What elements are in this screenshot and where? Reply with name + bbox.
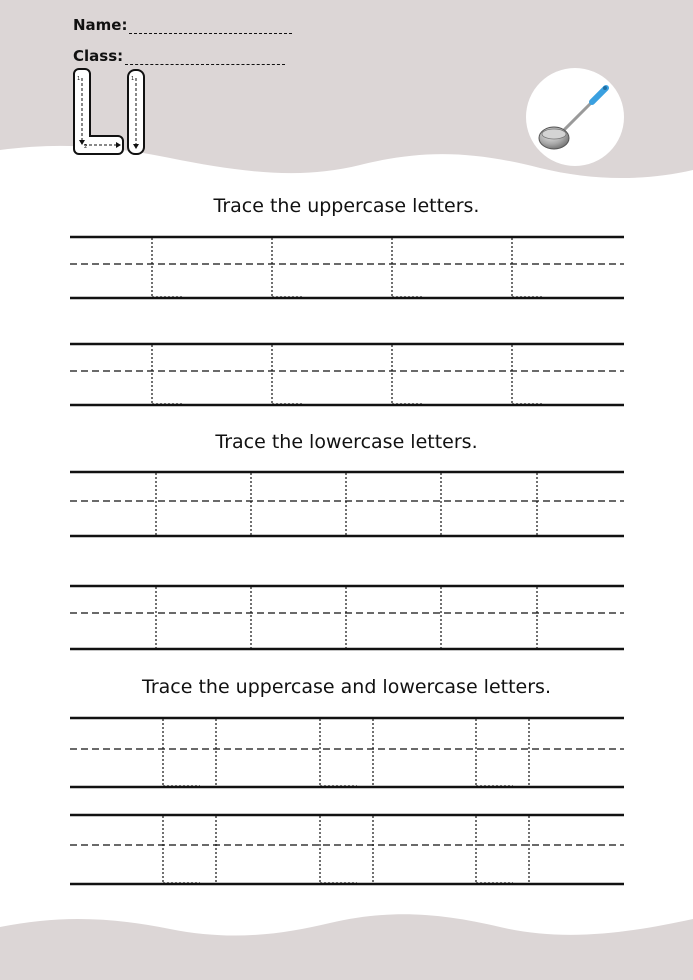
instruction-mixed: Trace the uppercase and lowercase letters. [142, 676, 551, 698]
mixed-writing-row[interactable] [70, 812, 624, 888]
instruction-lowercase: Trace the lowercase letters. [215, 431, 478, 453]
class-label: Class: [73, 47, 124, 65]
instruction-uppercase: Trace the uppercase letters. [213, 195, 480, 217]
name-blank-line[interactable] [129, 19, 292, 34]
ladle-icon [526, 68, 624, 166]
uppercase-writing-row[interactable] [70, 341, 624, 409]
letter-L-tracing-icon [68, 68, 148, 156]
mixed-writing-row[interactable] [70, 715, 624, 791]
name-field[interactable] [73, 16, 292, 34]
ladle-picture [526, 68, 624, 166]
class-blank-line[interactable] [125, 50, 285, 65]
lowercase-writing-row[interactable] [70, 469, 624, 539]
name-label: Name: [73, 16, 128, 34]
class-field[interactable] [73, 47, 285, 65]
lowercase-writing-row[interactable] [70, 583, 624, 653]
uppercase-writing-row[interactable] [70, 234, 624, 302]
bottom-decorative-band [0, 905, 693, 980]
svg-text:2: 2 [84, 144, 88, 150]
svg-text:1: 1 [131, 76, 135, 82]
svg-text:1: 1 [77, 76, 81, 82]
